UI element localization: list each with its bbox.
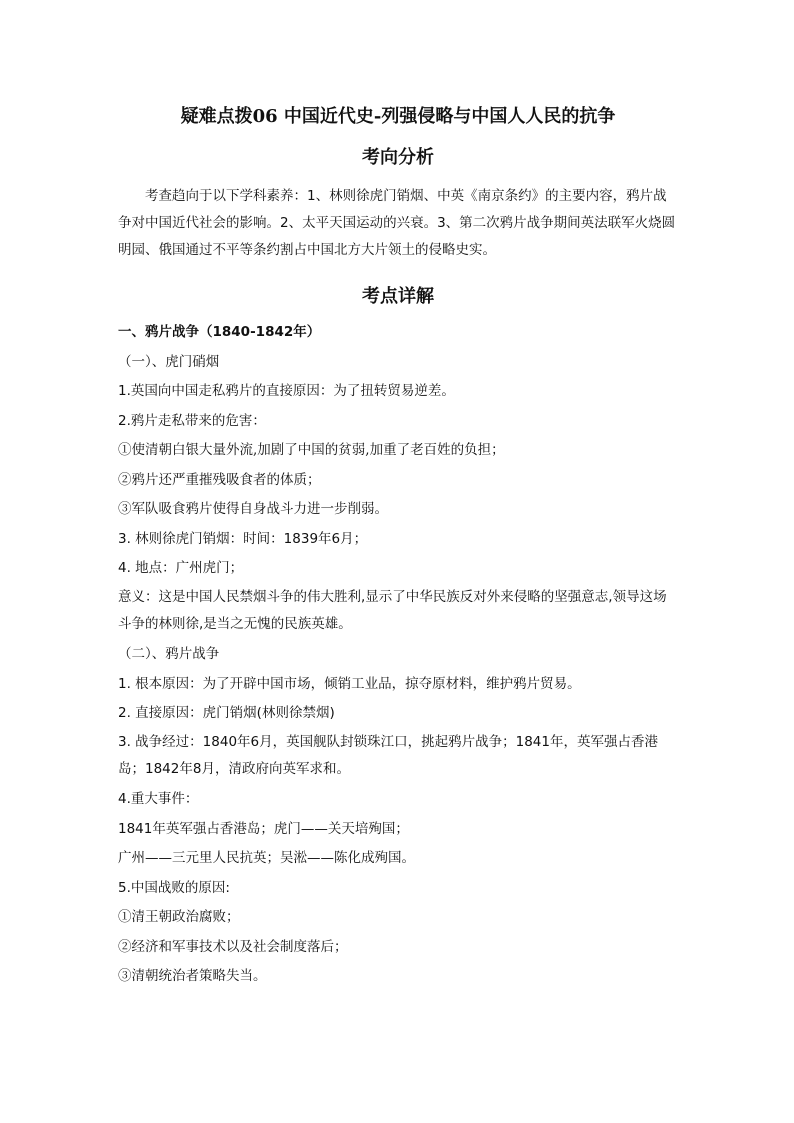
list-item: ③军队吸食鸦片使得自身战斗力进一步削弱。 [118, 501, 388, 517]
list-item: 3. 林则徐虎门销烟：时间：1839年6月； [118, 530, 368, 547]
list-item: 4. 地点：广州虎门； [118, 560, 244, 576]
detail-body [118, 318, 678, 992]
subsection-title-humen: （一）、虎门硝烟 [118, 353, 220, 370]
list-item: 广州——三元里人民抗英；吴淞——陈化成殉国。 [118, 850, 415, 866]
list-item: ②鸦片还严重摧残吸食者的体质； [118, 471, 321, 488]
list-item: 3. 战争经过：1840年6月，英国舰队封锁珠江口，挑起鸦片战争；1841年，英军强占香港岛；1842年8月，清政府向英军求和。 [118, 733, 658, 777]
subsection-title-opium-war: （二）、鸦片战争 [118, 646, 220, 662]
list-item: ②经济和军事技术以及社会制度落后； [118, 938, 348, 955]
list-item: 2.鸦片走私带来的危害： [118, 412, 266, 429]
list-item: ①使清朝白银大量外流,加剧了中国的贫弱,加重了老百姓的负担； [118, 442, 505, 458]
analysis-paragraph: 考查趋向于以下学科素养：1、林则徐虎门销烟、中英《南京条约》的主要内容，鸦片战争对中国近代社会的影响。2、太平天国运动的兴衰。3、第二次鸦片战争期间英法联军火烧圆明园、俄国通过不平等条约割占中国北方大片领土的侵略史实。 [118, 188, 676, 258]
analysis-heading: 考向分析 [362, 147, 434, 168]
list-item: ③清朝统治者策略失当。 [118, 968, 267, 984]
list-item: ①清王朝政治腐败； [118, 909, 240, 925]
meaning-paragraph: 意义：这是中国人民禁烟斗争的伟大胜利,显示了中华民族反对外来侵略的坚强意志,领导这场斗争的林则徐,是当之无愧的民族英雄。 [118, 588, 667, 632]
list-item: 2. 直接原因：虎门销烟(林则徐禁烟) [118, 705, 335, 721]
list-item: 4.重大事件： [118, 791, 199, 807]
detail-heading: 考点详解 [362, 286, 434, 307]
list-item: 1841年英军强占香港岛；虎门——关天培殉国； [118, 820, 409, 837]
section-title-opium-war: 一、鸦片战争（1840-1842年） [118, 324, 321, 340]
list-item: 1. 根本原因：为了开辟中国市场，倾销工业品，掠夺原材料，维护鸦片贸易。 [118, 675, 581, 692]
document-title: 疑难点拨06 中国近代史-列强侵略与中国人人民的抗争 [180, 106, 616, 127]
list-item: 5.中国战败的原因: [118, 879, 230, 896]
list-item: 1.英国向中国走私鸦片的直接原因：为了扭转贸易逆差。 [118, 383, 455, 399]
